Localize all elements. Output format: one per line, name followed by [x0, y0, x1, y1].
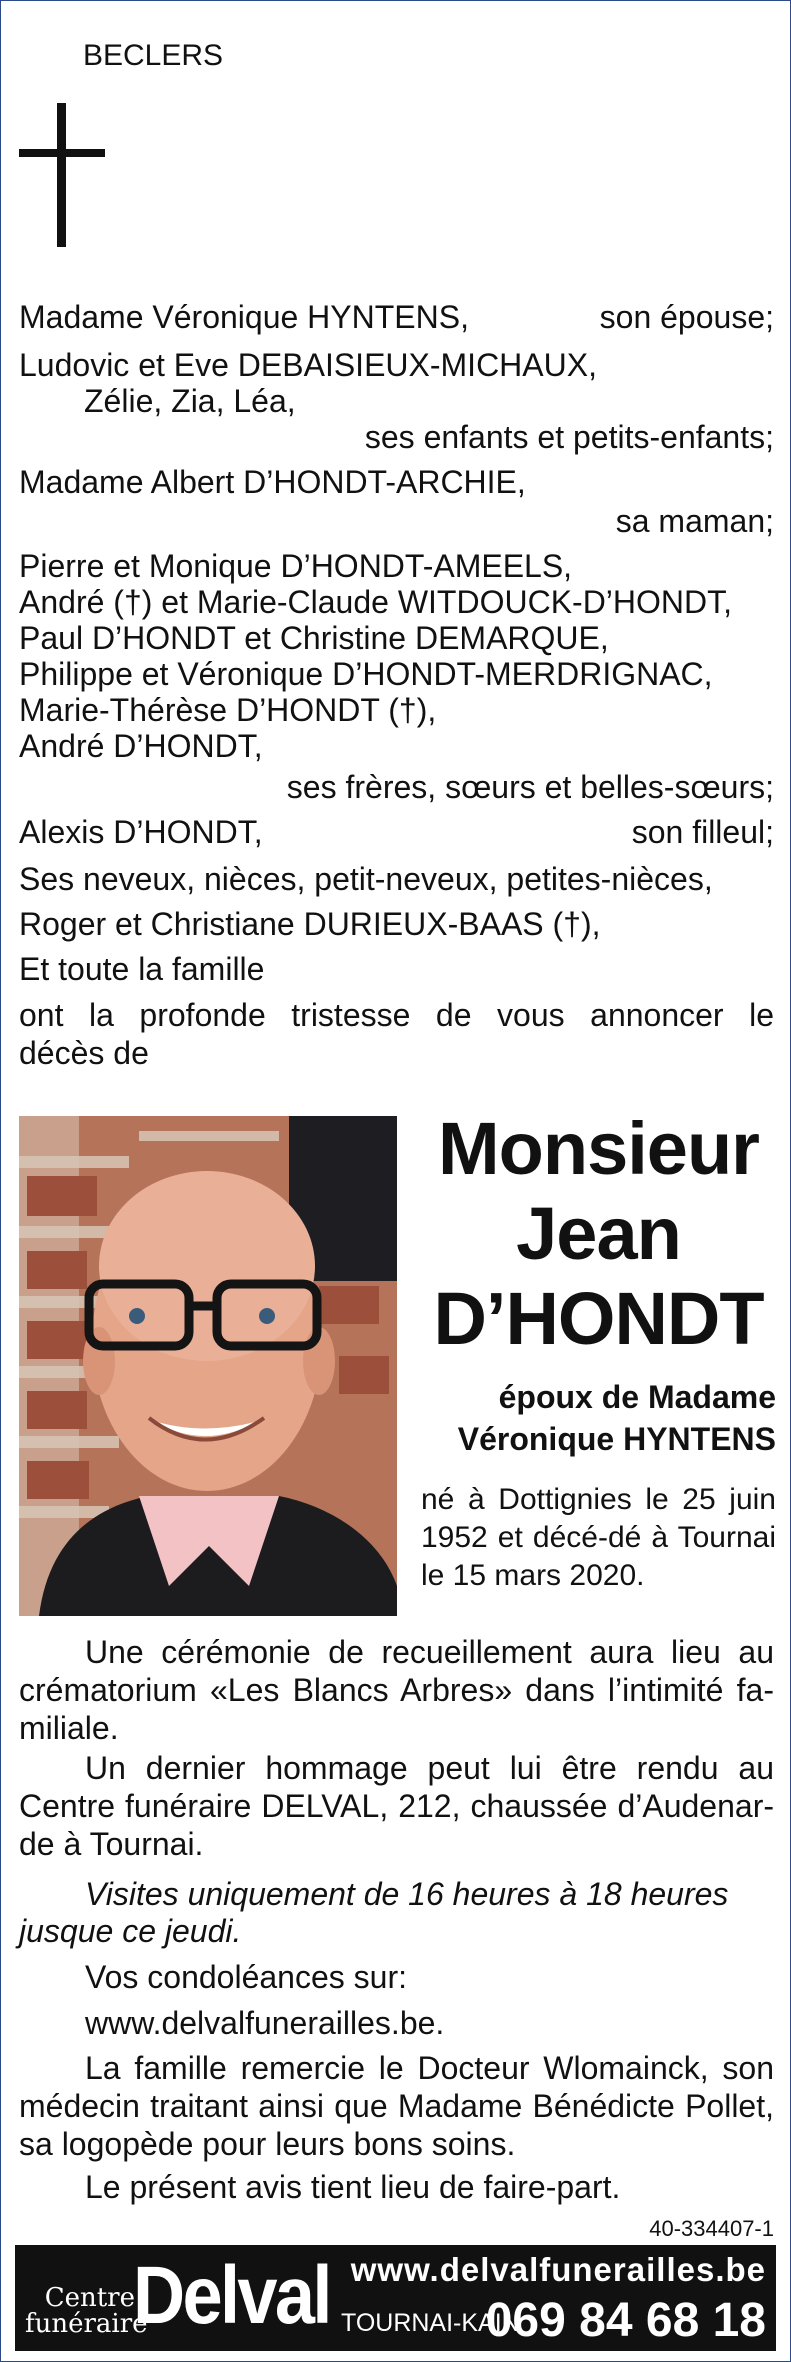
- spouse-role: son épouse;: [599, 299, 774, 335]
- footer-city: TOURNAI-KAIN: [341, 2309, 520, 2337]
- deceased-title: Monsieur: [438, 1107, 759, 1190]
- children-line2: Zélie, Zia, Léa,: [84, 383, 296, 419]
- centre-funeraire-label: Centre funéraire: [25, 2283, 148, 2339]
- ceremony-paragraph: Une cérémonie de recueillement aura lieu au crématorium «Les Blancs Arbres» dans l’intimité fa-miliale.: [19, 1634, 774, 1746]
- village-name: BECLERS: [83, 39, 224, 72]
- siblings-role: ses frères, sœurs et belles-sœurs;: [286, 769, 774, 805]
- mother-role: sa maman;: [615, 503, 774, 539]
- sibling-line: André D’HONDT,: [19, 728, 263, 764]
- epoux-line1: époux de Madame: [498, 1379, 776, 1415]
- children-line1: Ludovic et Eve DEBAISIEUX-MICHAUX,: [19, 347, 597, 383]
- thanks-paragraph: La famille remercie le Docteur Wlomainck, son médecin traitant ainsi que Madame Bénédicte Pollet, sa logopède pour leurs bons soins.: [19, 2050, 774, 2162]
- condolences-line: Vos condoléances sur:: [85, 1959, 407, 1995]
- sibling-line: Philippe et Véronique D’HONDT-MERDRIGNAC,: [19, 656, 713, 692]
- cross-icon: [19, 103, 105, 247]
- hommage-paragraph: Un dernier hommage peut lui être rendu au Centre funéraire DELVAL, 212, chaussée d’Audenar-de à Tournai.: [19, 1750, 774, 1862]
- all-family-line: Et toute la famille: [19, 951, 265, 987]
- godson-role: son filleul;: [631, 814, 774, 850]
- godson-line: [19, 814, 774, 850]
- deceased-first-name: Jean: [516, 1192, 681, 1275]
- footer-phone[interactable]: 069 84 68 18: [485, 2294, 766, 2347]
- nephews-line: Ses neveux, nièces, petit-neveux, petites-nièces,: [19, 861, 713, 897]
- visits-line2: jusque ce jeudi.: [19, 1913, 242, 1949]
- announce-line1: ont la profonde tristesse de vous annoncer le: [19, 997, 774, 1033]
- durieux-line: Roger et Christiane DURIEUX-BAAS (†),: [19, 906, 601, 942]
- portrait-photo: [19, 1116, 397, 1616]
- visits-line1: Visites uniquement de 16 heures à 18 heures: [85, 1876, 729, 1912]
- reference-number: 40-334407-1: [649, 2216, 774, 2241]
- brand-logo-text: Delval: [133, 2250, 330, 2341]
- footer-website-link[interactable]: www.delvalfunerailles.be: [350, 2251, 766, 2288]
- children-role: ses enfants et petits-enfants;: [364, 419, 774, 455]
- epoux-line2: Véronique HYNTENS: [457, 1421, 776, 1457]
- sibling-line: André (†) et Marie-Claude WITDOUCK-D’HONDT,: [19, 584, 733, 620]
- announce-line2: décès de: [19, 1035, 149, 1071]
- godson-name: Alexis D’HONDT,: [19, 814, 263, 850]
- spouse-line: [19, 299, 774, 335]
- mother-name: Madame Albert D’HONDT-ARCHIE,: [19, 464, 526, 500]
- spouse-name: Madame Véronique HYNTENS,: [19, 299, 469, 335]
- website-link[interactable]: www.delvalfunerailles.be.: [85, 2005, 445, 2041]
- birth-death-text: né à Dottignies le 25 juin 1952 et décé-dé à Tournai le 15 mars 2020.: [421, 1483, 776, 1592]
- funeral-home-banner[interactable]: [15, 2245, 776, 2351]
- sibling-line: Pierre et Monique D’HONDT-AMEELS,: [19, 548, 573, 584]
- deceased-last-name: D’HONDT: [433, 1277, 764, 1360]
- sibling-line: Paul D’HONDT et Christine DEMARQUE,: [19, 620, 609, 656]
- faire-part-line: Le présent avis tient lieu de faire-part.: [85, 2169, 621, 2205]
- sibling-line: Marie-Thérèse D’HONDT (†),: [19, 692, 437, 728]
